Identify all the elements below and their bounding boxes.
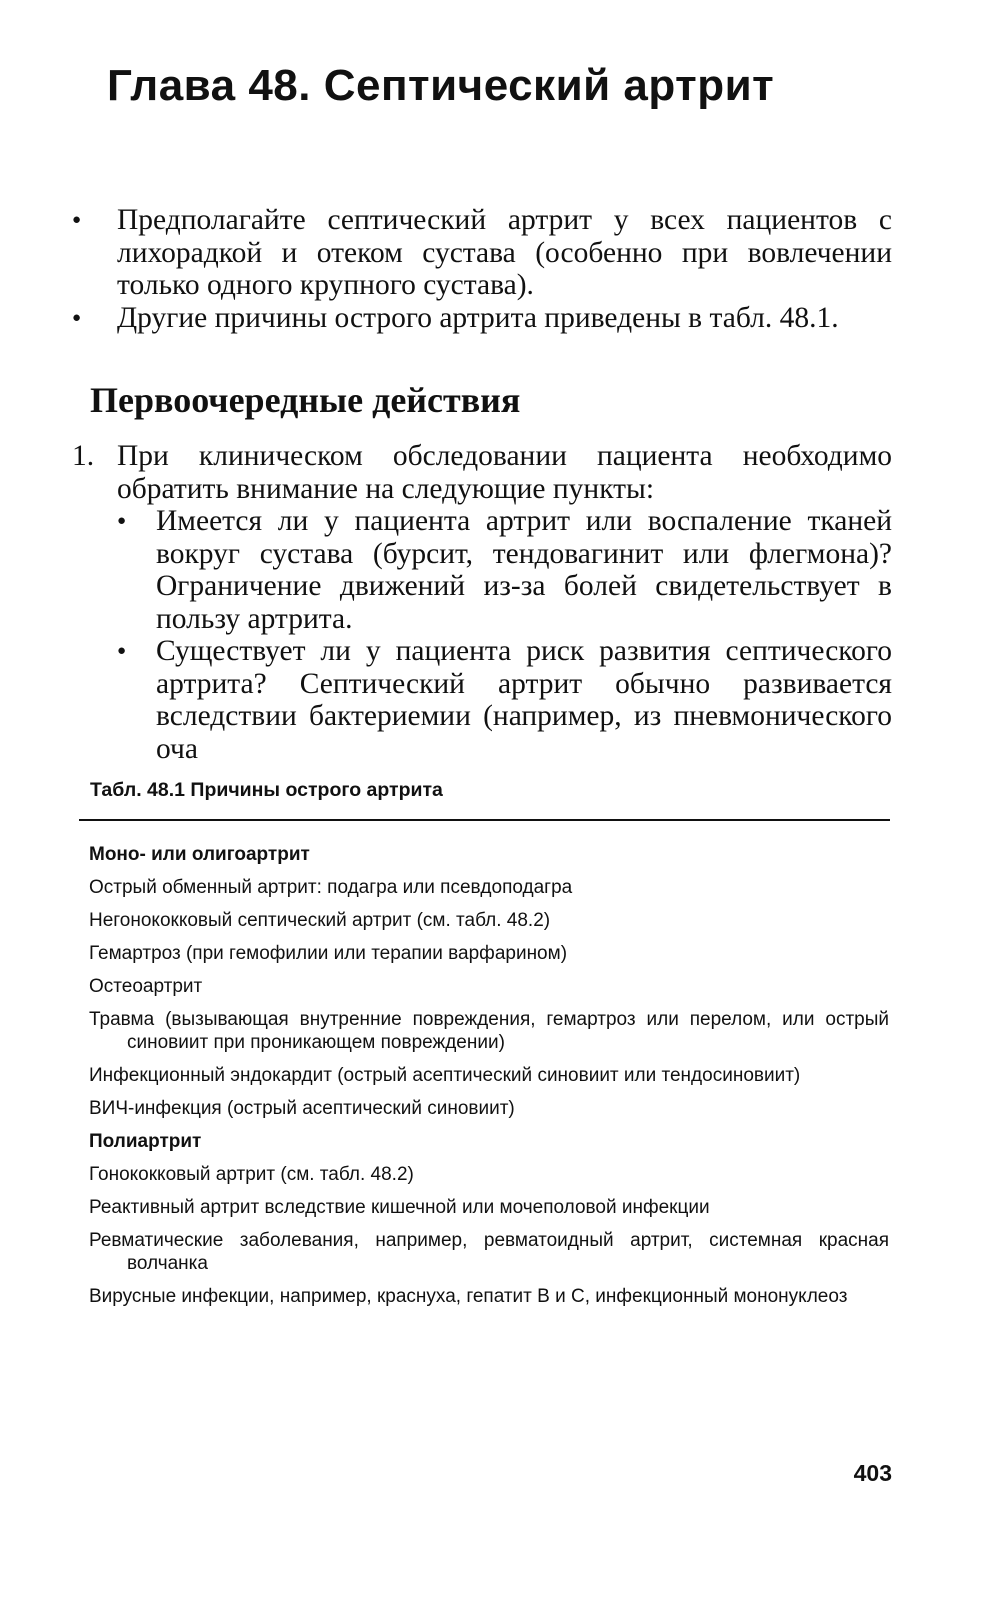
- chapter-title: Глава 48. Септический артрит: [107, 61, 775, 110]
- intro-bullet: ● Предполагайте септический артрит у всех пациентов с лихорадкой и отеком сустава (особенно при вовлечении только одного крупного сустава).: [117, 204, 892, 302]
- table-row: ВИЧ-инфекция (острый асептический синовиит): [89, 1098, 515, 1119]
- causes-table: [89, 843, 889, 1318]
- table-row: Инфекционный эндокардит (острый асептический синовиит или тендосиновиит): [89, 1065, 801, 1086]
- table-row: Ревматические заболевания, например, ревматоидный артрит, системная красная волчанка: [89, 1230, 889, 1274]
- numbered-step: [72, 440, 892, 765]
- table-row: Остеоартрит: [89, 976, 203, 997]
- step-text: При клиническом обследовании пациента необходимо обратить внимание на следующие пункты:: [117, 440, 892, 505]
- table-row: Гемартроз (при гемофилии или терапии варфарином): [89, 943, 568, 964]
- intro-bullet-list: [117, 204, 892, 334]
- table-row: Острый обменный артрит: подагра или псевдоподагра: [89, 877, 573, 898]
- step-bullet: ● Существует ли у пациента риск развития септического артрита? Септический артрит обычно развивается вследствии бактериемии (например, из пневмонического оча: [156, 635, 892, 765]
- page-number: 403: [853, 1460, 892, 1486]
- table-row: Реактивный артрит вследствие кишечной или мочеполовой инфекции: [89, 1197, 710, 1218]
- step-bullet-list: [156, 505, 892, 765]
- step-number: 1.: [72, 440, 95, 472]
- table-row: Гонококковый артрит (см. табл. 48.2): [89, 1164, 414, 1185]
- table-top-rule: [79, 819, 890, 821]
- table-caption: Табл. 48.1 Причины острого артрита: [90, 779, 443, 801]
- table-row: Негонококковый септический артрит (см. табл. 48.2): [89, 910, 551, 931]
- table-row: Травма (вызывающая внутренние повреждения, гемартроз или перелом, или острый синовиит при проникающем повреждении): [89, 1009, 889, 1053]
- table-group-heading: Моно- или олигоартрит: [89, 844, 310, 865]
- table-row: Вирусные инфекции, например, краснуха, гепатит B и C, инфекционный мононуклеоз: [89, 1286, 848, 1307]
- intro-bullet: ● Другие причины острого артрита приведены в табл. 48.1.: [117, 302, 892, 335]
- step-bullet: ● Имеется ли у пациента артрит или воспаление тканей вокруг сустава (бурсит, тендовагинит или флегмона)? Ограничение движений из-за болей свидетельствует в пользу артрита.: [156, 505, 892, 635]
- table-group-heading: Полиартрит: [89, 1131, 202, 1152]
- section-title: Первоочередные действия: [90, 380, 521, 420]
